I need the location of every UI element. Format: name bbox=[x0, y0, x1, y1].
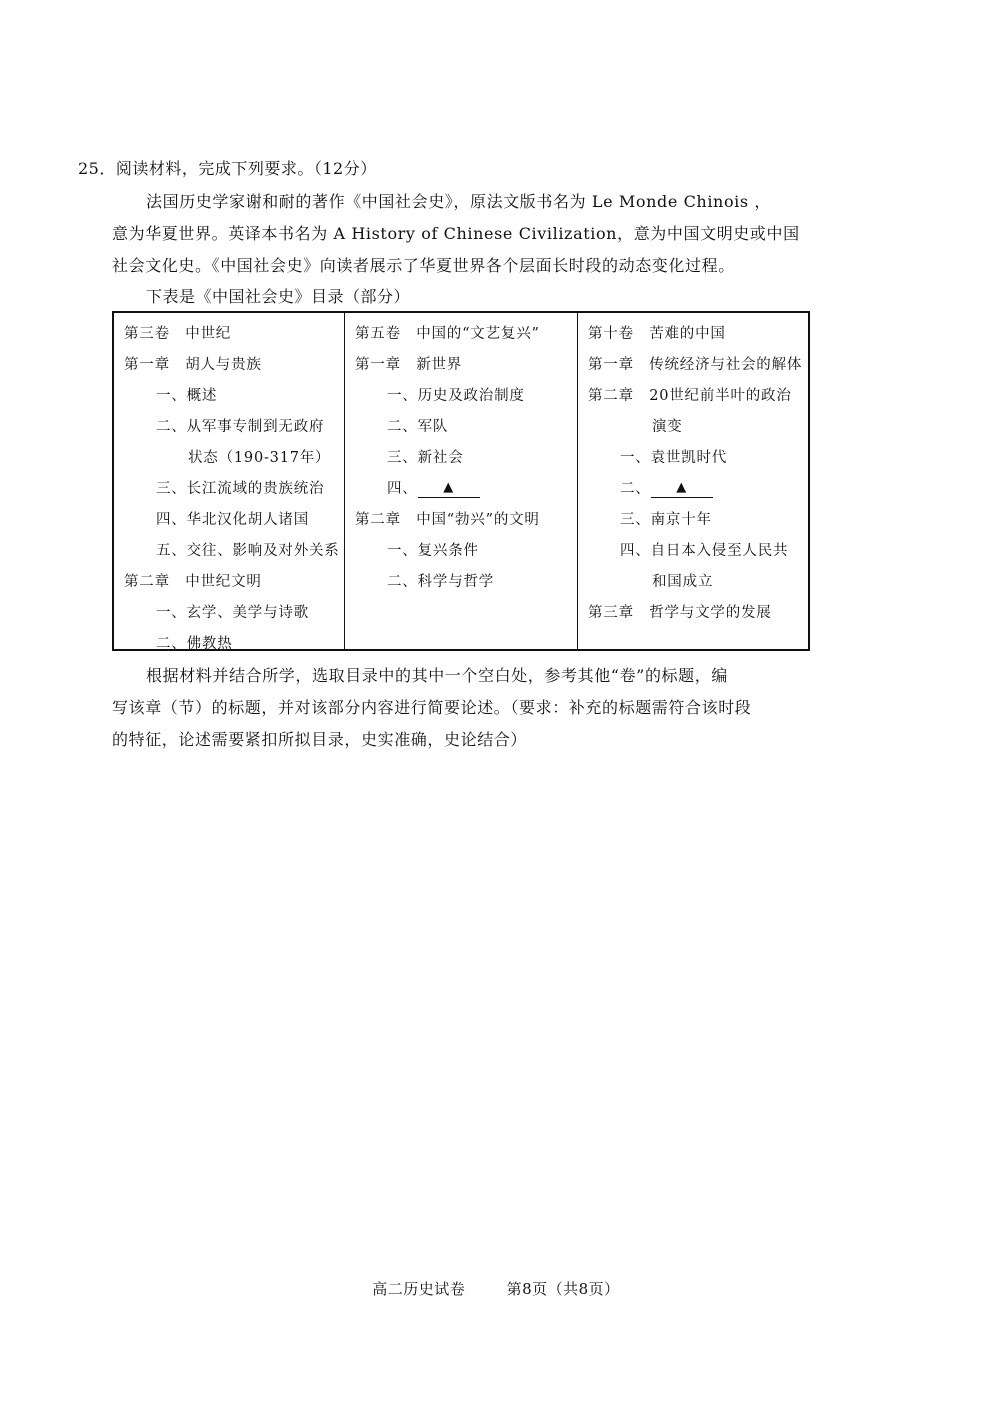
toc-entry-text: 状态（190-317年） bbox=[188, 450, 331, 466]
toc-entry-text: 第二章 中国“勃兴”的文明 bbox=[355, 512, 540, 528]
toc-column-volume-5 bbox=[345, 313, 578, 649]
toc-entry-text: 五、交往、影响及对外关系 bbox=[156, 543, 340, 559]
table-caption: 下表是《中国社会史》目录（部分） bbox=[146, 287, 411, 306]
toc-entry-text: 演变 bbox=[652, 419, 683, 435]
toc-entry bbox=[578, 350, 808, 381]
instruction-line: 根据材料并结合所学，选取目录中的其中一个空白处，参考其他“卷”的标题，编 bbox=[146, 666, 728, 685]
material-line: 法国历史学家谢和耐的著作《中国社会史》，原法文版书名为 Le Monde Chinois ， bbox=[146, 192, 771, 211]
toc-entry-text: 一、概述 bbox=[156, 388, 218, 404]
toc-entry-text: 第一章 新世界 bbox=[355, 357, 463, 373]
toc-entry-text: 二、科学与哲学 bbox=[387, 574, 495, 590]
material-line: 意为华夏世界。英译本书名为 A History of Chinese Civilization，意为中国文明史或中国 bbox=[112, 224, 800, 243]
toc-entry-text: 第十卷 苦难的中国 bbox=[588, 326, 726, 342]
page-footer bbox=[0, 1278, 992, 1299]
toc-entry bbox=[114, 381, 344, 412]
toc-entry bbox=[345, 567, 577, 598]
footer-subject: 高二历史试卷 bbox=[372, 1280, 466, 1298]
toc-entry bbox=[578, 319, 808, 350]
toc-entry bbox=[114, 350, 344, 381]
toc-entry-text: 一、历史及政治制度 bbox=[387, 388, 525, 404]
material-line: 社会文化史。《中国社会史》向读者展示了华夏世界各个层面长时段的动态变化过程。 bbox=[112, 256, 735, 275]
toc-entry-text: 四、华北汉化胡人诸国 bbox=[156, 512, 309, 528]
toc-entry bbox=[578, 474, 808, 505]
blank-field: ▲ bbox=[651, 479, 713, 498]
toc-entry-text: 三、南京十年 bbox=[620, 512, 712, 528]
toc-entry bbox=[345, 443, 577, 474]
toc-entry-text: 一、复兴条件 bbox=[387, 543, 479, 559]
toc-entry bbox=[114, 443, 344, 474]
toc-entry bbox=[345, 412, 577, 443]
instruction-paragraph bbox=[112, 660, 812, 756]
toc-entry-text: 四、自日本入侵至人民共 bbox=[620, 543, 789, 559]
toc-entry bbox=[114, 319, 344, 350]
toc-entry bbox=[578, 598, 808, 629]
toc-entry-text: 二、佛教热 bbox=[156, 636, 233, 652]
toc-entry bbox=[114, 505, 344, 536]
toc-entry bbox=[114, 536, 344, 567]
table-of-contents bbox=[112, 311, 810, 651]
toc-entry-text: 和国成立 bbox=[652, 574, 714, 590]
toc-entry bbox=[114, 412, 344, 443]
toc-entry-text: 一、玄学、美学与诗歌 bbox=[156, 605, 309, 621]
toc-entry bbox=[345, 536, 577, 567]
toc-entry bbox=[345, 319, 577, 350]
toc-entry bbox=[578, 412, 808, 443]
toc-entry bbox=[114, 567, 344, 598]
toc-entry bbox=[114, 629, 344, 660]
toc-entry-text: 二、从军事专制到无政府 bbox=[156, 419, 325, 435]
toc-column-volume-3 bbox=[114, 313, 345, 652]
question-title: 25．阅读材料，完成下列要求。（12分） bbox=[78, 159, 377, 178]
footer-page-number: 第8页（共8页） bbox=[506, 1280, 620, 1298]
blank-field: ▲ bbox=[418, 479, 480, 498]
toc-entry-text: 三、新社会 bbox=[387, 450, 464, 466]
toc-entry-text: 二、 bbox=[620, 481, 651, 497]
toc-entry bbox=[345, 505, 577, 536]
toc-entry bbox=[578, 567, 808, 598]
instruction-line: 写该章（节）的标题，并对该部分内容进行简要论述。（要求：补充的标题需符合该时段 bbox=[112, 698, 752, 717]
toc-entry-text: 第三章 哲学与文学的发展 bbox=[588, 605, 772, 621]
toc-entry-text: 一、袁世凯时代 bbox=[620, 450, 728, 466]
toc-entry-text: 二、军队 bbox=[387, 419, 449, 435]
toc-entry bbox=[345, 381, 577, 412]
instruction-line: 的特征，论述需要紧扣所拟目录，史实准确，史论结合） bbox=[112, 730, 528, 749]
toc-entry-text: 第二章 20世纪前半叶的政治 bbox=[588, 388, 792, 404]
toc-entry bbox=[114, 598, 344, 629]
toc-entry bbox=[578, 381, 808, 412]
toc-entry bbox=[578, 536, 808, 567]
toc-entry-text: 第一章 传统经济与社会的解体 bbox=[588, 357, 803, 373]
toc-entry-text: 第五卷 中国的“文艺复兴” bbox=[355, 326, 540, 342]
toc-entry-text: 第一章 胡人与贵族 bbox=[124, 357, 262, 373]
toc-column-volume-10 bbox=[578, 313, 808, 649]
toc-entry bbox=[578, 443, 808, 474]
material-paragraph bbox=[112, 186, 812, 282]
toc-entry-text: 第二章 中世纪文明 bbox=[124, 574, 262, 590]
toc-entry bbox=[345, 474, 577, 505]
toc-entry bbox=[345, 350, 577, 381]
toc-entry-text: 三、长江流域的贵族统治 bbox=[156, 481, 325, 497]
toc-entry-text: 第三卷 中世纪 bbox=[124, 326, 232, 342]
toc-entry bbox=[578, 505, 808, 536]
toc-entry-text: 四、 bbox=[387, 481, 418, 497]
toc-entry bbox=[114, 474, 344, 505]
